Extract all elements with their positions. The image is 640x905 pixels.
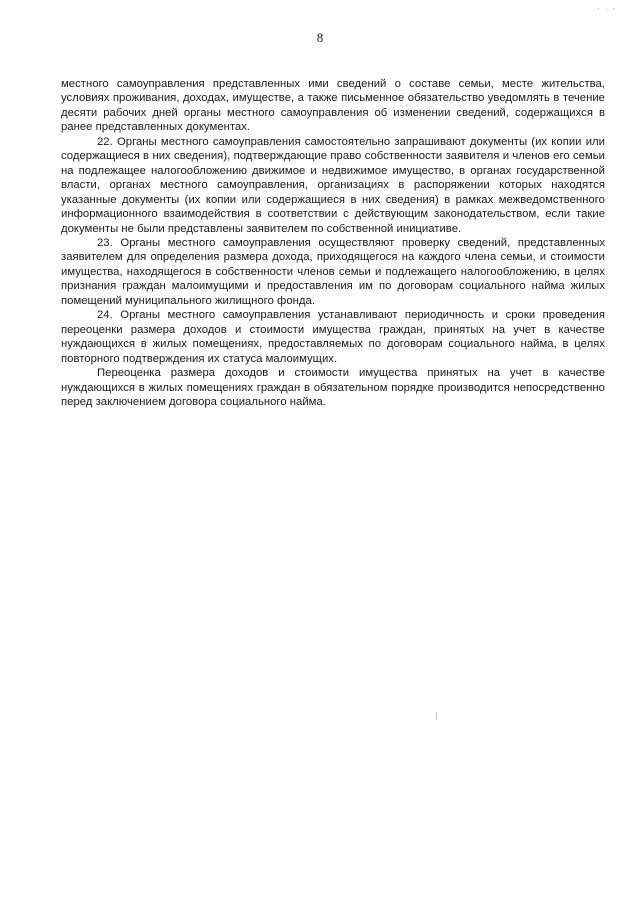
scan-speck [606, 9, 607, 10]
scan-mark [436, 712, 437, 720]
scan-speck [613, 8, 614, 9]
paragraph-clause-24: 24. Органы местного самоуправления устанавливают периодичность и сроки проведения переоценки размера доходов и стоимости имущества граждан, принятых на учет в качестве нуждающихся в жилых помещениях, предоставляемых по договорам социального найма, в целях повторного подтверждения их статуса малоимущих. [61, 309, 605, 365]
paragraph-clause-22: 22. Органы местного самоуправления самостоятельно запрашивают документы (их копии или содержащиеся в них сведения), подтверждающие право собственности заявителя и членов его семьи на подлежащее налогообложению движимое и недвижимое имущество, в органах государственной власти, органах местного самоуправления, организациях в распоряжении которых находятся указанные документы (их копии или содержащиеся в них сведения) в рамках межведомственного информационного взаимодействия в соответствии с действующим законодательством, если такие документы не были представлены заявителем по собственной инициативе. [61, 135, 605, 235]
paragraph-continuation: местного самоуправления представленных ими сведений о составе семьи, месте жительства, условиях проживания, доходах, имуществе, а также письменное обязательство уведомлять в течение десяти рабочих дней органы местного самоуправления об изменении сведений, содержащихся в ранее представленных документах. [61, 78, 605, 134]
scan-speck [598, 8, 599, 9]
paragraph-reassessment: Переоценка размера доходов и стоимости имущества принятых на учет в качестве нуждающихся в жилых помещениях граждан в обязательном порядке производится непосредственно перед заключением договора социального найма. [61, 367, 605, 408]
page-number: 8 [316, 30, 324, 45]
document-body [61, 77, 605, 409]
paragraph-clause-23: 23. Органы местного самоуправления осуществляют проверку сведений, представленных заявителем для определения размера дохода, приходящегося на каждого члена семьи, и стоимости имущества, находящегося в собственности членов семьи и подлежащего налогообложению, в целях признания граждан малоимущими и предоставления им по договорам социального найма жилых помещений муниципального жилищного фонда. [61, 236, 605, 307]
